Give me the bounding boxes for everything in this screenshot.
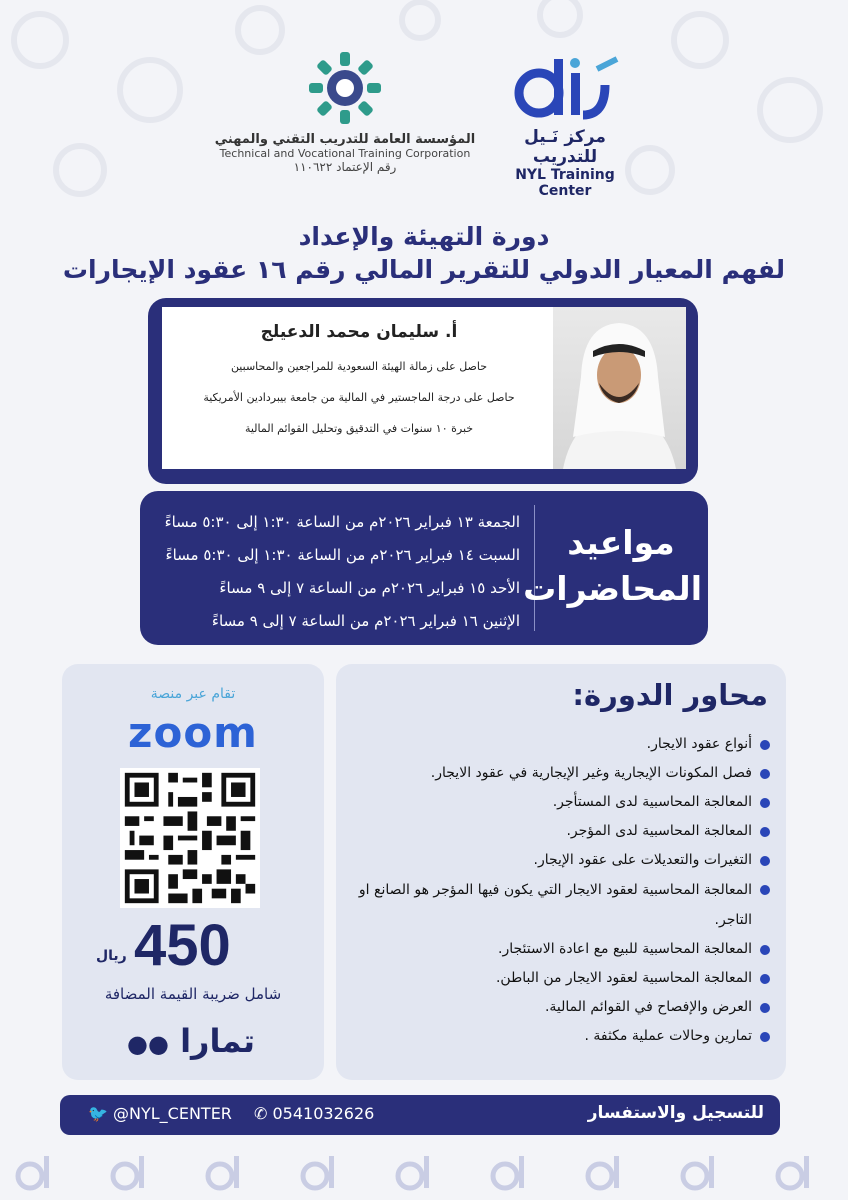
tamara-dots-icon: ●● [127, 1030, 169, 1058]
schedule-title-line1: مواعيد [567, 523, 675, 562]
speaker-info [170, 322, 548, 435]
speaker-portrait-icon [553, 307, 686, 469]
twitter-icon: 🐦 [88, 1104, 108, 1123]
schedule-session: الجمعة ١٣ فبراير ٢٠٢٦م من الساعة ١:٣٠ إلى ٥:٣٠ مساءً [164, 513, 520, 531]
nyl-name-ar: مركز نَـيل للتدريب [524, 127, 606, 167]
list-item: أنواع عقود الايجار. [352, 730, 774, 759]
list-item: المعالجة المحاسبية لدى المؤجر. [352, 817, 774, 846]
list-item: التغيرات والتعديلات على عقود الإيجار. [352, 846, 774, 875]
zoom-logo: zoom [128, 708, 258, 757]
tvtc-emblem-icon [305, 48, 385, 128]
logo-watermark-strip [0, 1144, 848, 1200]
tvtc-accreditation: رقم الإعتماد ١١٠٦٢٢ [293, 160, 397, 174]
schedule-list [150, 506, 520, 638]
list-item: العرض والإفصاح في القوائم المالية. [352, 993, 774, 1022]
course-price: 450 [134, 913, 231, 978]
axes-list [352, 730, 774, 1051]
axes-title: محاور الدورة: [572, 678, 768, 712]
speaker-bio-line: حاصل على درجة الماجستير في المالية من جامعة بيبردادين الأمريكية [203, 391, 515, 404]
qr-code-icon[interactable] [120, 768, 260, 908]
schedule-title-line2: المحاضرات [523, 569, 702, 608]
speaker-bio-line: خبرة ١٠ سنوات في التدقيق وتحليل القوائم المالية [244, 422, 474, 435]
course-title-line1: دورة التهيئة والإعداد [298, 222, 550, 251]
tvtc-logo [210, 48, 480, 174]
list-item: تمارين وحالات عملية مكثفة . [352, 1022, 774, 1051]
whatsapp-icon: ✆ [254, 1104, 268, 1123]
nyl-logo-mark [505, 55, 625, 125]
tamara-name: تمارا [180, 1022, 255, 1060]
schedule-session: الإثنين ١٦ فبراير ٢٠٢٦م من الساعة ٧ إلى ٩ مساءً [211, 612, 520, 630]
phone-number: 0541032626 [272, 1104, 375, 1123]
course-title-line2: لفهم المعيار الدولي للتقرير المالي رقم ١٦ عقود الإيجارات [62, 255, 786, 284]
speaker-name: أ. سليمان محمد الدعيلج [260, 322, 458, 342]
twitter-contact[interactable] [88, 1104, 232, 1123]
list-item: فصل المكونات الإيجارية وغير الإيجارية في عقود الايجار. [352, 759, 774, 788]
schedule-session: السبت ١٤ فبراير ٢٠٢٦م من الساعة ١:٣٠ إلى ٥:٣٠ مساءً [165, 546, 520, 564]
nyl-name-en: NYL Training Center [515, 167, 615, 199]
list-item: المعالجة المحاسبية لعقود الايجار التي يكون فيها المؤجر هو الصانع او التاجر. [352, 875, 774, 935]
platform-via: تقام عبر منصة [150, 686, 236, 702]
nyl-logo [490, 55, 640, 199]
whatsapp-contact[interactable] [254, 1104, 374, 1123]
register-label: للتسجيل والاستفسار [587, 1103, 764, 1123]
vat-note: شامل ضريبة القيمة المضافة [104, 985, 282, 1003]
list-item: المعالجة المحاسبية لدى المستأجر. [352, 788, 774, 817]
schedule-title [523, 520, 702, 612]
speaker-bio-line: حاصل على زمالة الهيئة السعودية للمراجعين والمحاسبين [230, 360, 488, 373]
tvtc-name-ar: المؤسسة العامة للتدريب التقني والمهني [214, 132, 476, 147]
speaker-photo [553, 307, 686, 469]
tamara-logo [96, 1022, 286, 1060]
schedule-session: الأحد ١٥ فبراير ٢٠٢٦م من الساعة ٧ إلى ٩ مساءً [219, 579, 520, 597]
list-item: المعالجة المحاسبية لعقود الايجار من الباطن. [352, 964, 774, 993]
list-item: المعالجة المحاسبية للبيع مع اعادة الاستئجار. [352, 935, 774, 964]
price-currency: ريال [96, 948, 127, 964]
twitter-handle: @NYL_CENTER [113, 1104, 232, 1123]
tvtc-name-en: Technical and Vocational Training Corporation [219, 147, 471, 160]
